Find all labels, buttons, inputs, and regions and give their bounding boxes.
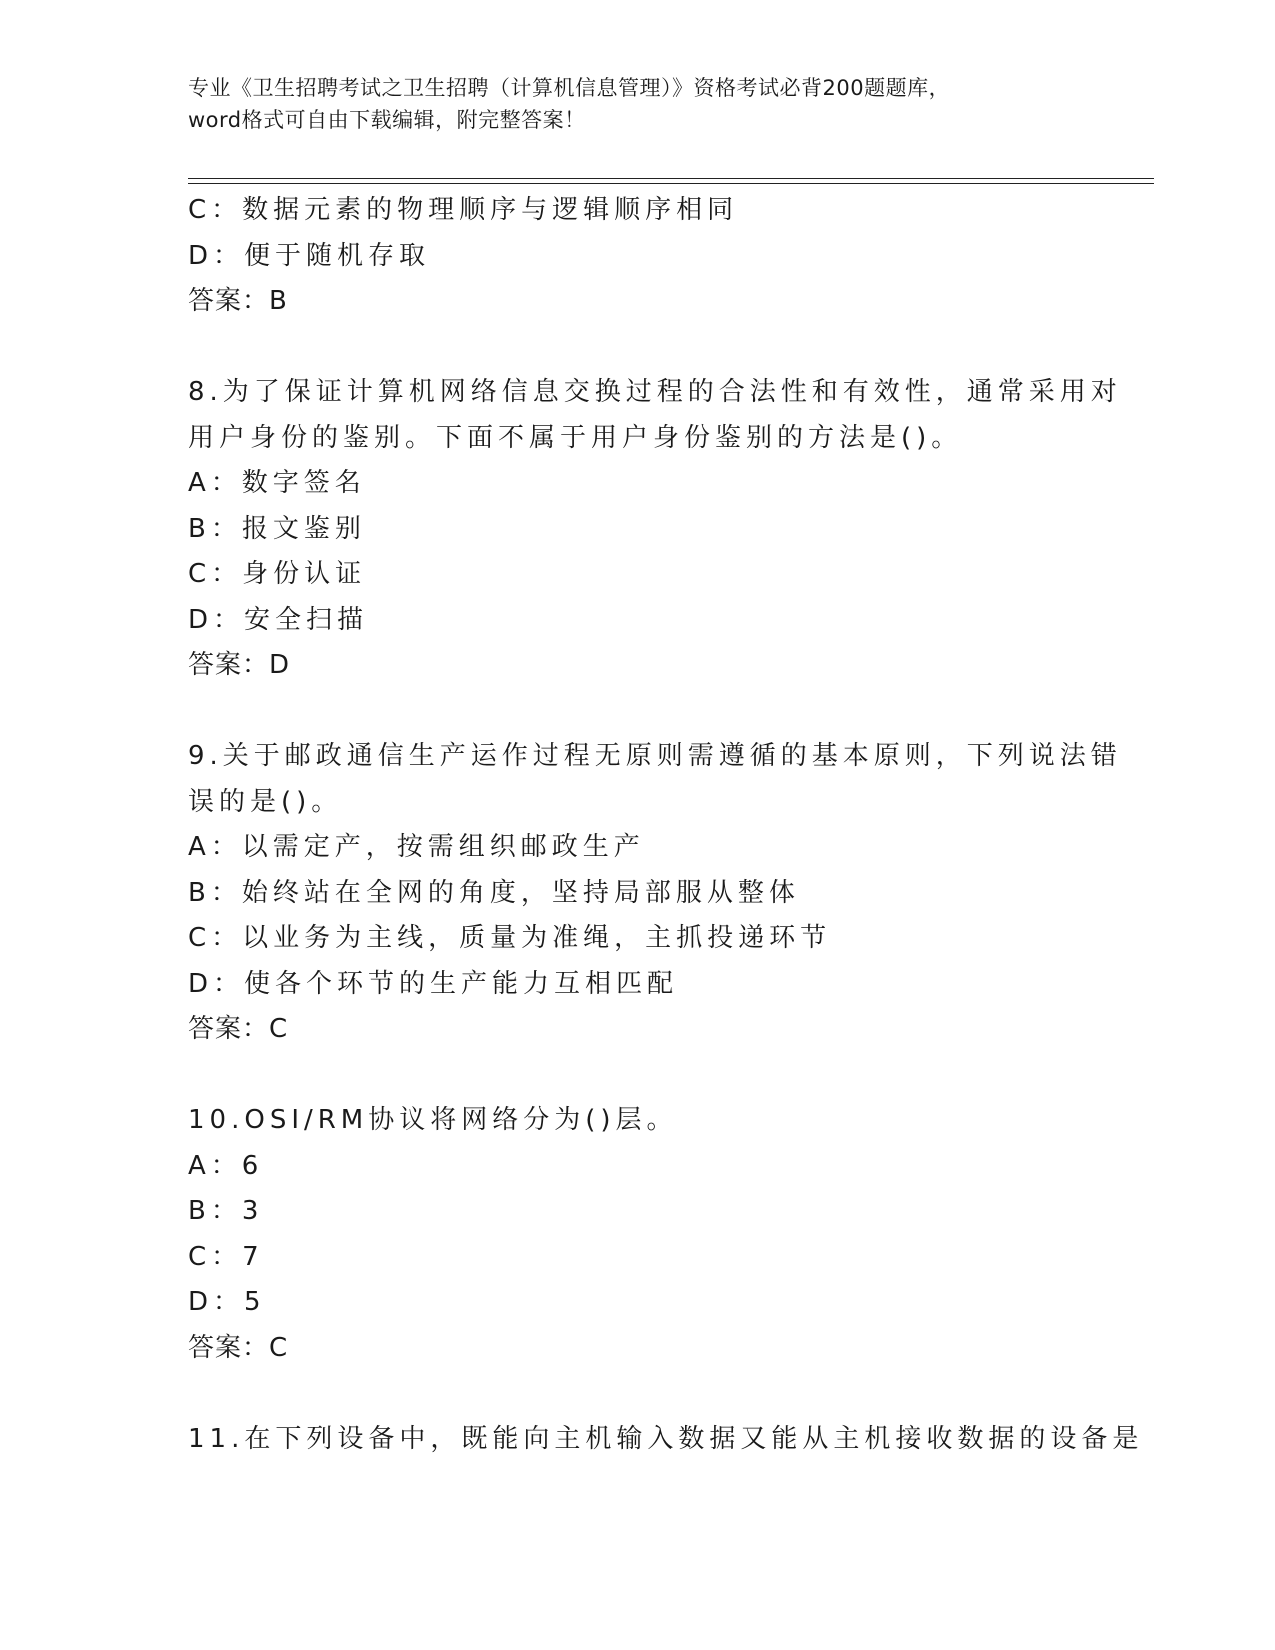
header-title-line-2: word格式可自由下载编辑，附完整答案！ — [188, 108, 586, 132]
document-header — [188, 72, 1088, 136]
q9-stem-line-2: 误的是()。 — [188, 786, 343, 817]
q8-option-d: D：安全扫描 — [188, 604, 369, 635]
header-rule-bottom — [188, 183, 1154, 184]
q8-stem-line-1: 8.为了保证计算机网络信息交换过程的合法性和有效性，通常采用对 — [188, 377, 1122, 407]
header-title-line-1: 专业《卫生招聘考试之卫生招聘（计算机信息管理）》资格考试必背200题题库， — [188, 76, 951, 100]
q8-stem-line-2: 用户身份的鉴别。下面不属于用户身份鉴别的方法是()。 — [188, 422, 963, 453]
question-9 — [188, 734, 1122, 1053]
q9-option-a: A：以需定产，按需组织邮政生产 — [188, 832, 645, 862]
spacer — [188, 689, 1108, 735]
q9-stem-line-1: 9.关于邮政通信生产运作过程无原则需遵循的基本原则，下列说法错 — [188, 741, 1122, 771]
q11-stem-line-1: 11.在下列设备中，既能向主机输入数据又能从主机接收数据的设备是 — [188, 1423, 1144, 1454]
q9-option-b: B：始终站在全网的角度，坚持局部服从整体 — [188, 877, 800, 908]
question-10 — [188, 1098, 1108, 1371]
q7-option-d: D：便于随机存取 — [188, 240, 431, 271]
q10-option-c: C：7 — [188, 1241, 264, 1272]
q8-option-a: A：数字签名 — [188, 468, 366, 498]
question-7-tail — [188, 188, 1108, 325]
q9-option-c: C：以业务为主线，质量为准绳，主抓投递环节 — [188, 923, 832, 953]
q10-stem-line-1: 10.OSI/RM协议将网络分为()层。 — [188, 1105, 678, 1135]
question-11 — [188, 1417, 1144, 1463]
q9-option-d: D：使各个环节的生产能力互相匹配 — [188, 968, 679, 999]
header-rule-top — [188, 178, 1154, 179]
q7-option-c: C：数据元素的物理顺序与逻辑顺序相同 — [188, 195, 739, 225]
q10-option-b: B：3 — [188, 1196, 264, 1226]
q10-option-d: D：5 — [188, 1287, 266, 1317]
question-content — [188, 188, 1144, 1462]
q10-option-a: A：6 — [188, 1150, 264, 1181]
spacer — [188, 1053, 1108, 1099]
q7-answer: 答案：B — [188, 286, 288, 316]
q9-answer: 答案：C — [188, 1014, 289, 1044]
spacer — [188, 1371, 1108, 1417]
q8-answer: 答案：D — [188, 650, 291, 680]
question-8 — [188, 370, 1122, 689]
q8-option-b: B：报文鉴别 — [188, 513, 366, 544]
spacer — [188, 325, 1108, 371]
q8-option-c: C：身份认证 — [188, 559, 367, 589]
q10-answer: 答案：C — [188, 1332, 289, 1363]
